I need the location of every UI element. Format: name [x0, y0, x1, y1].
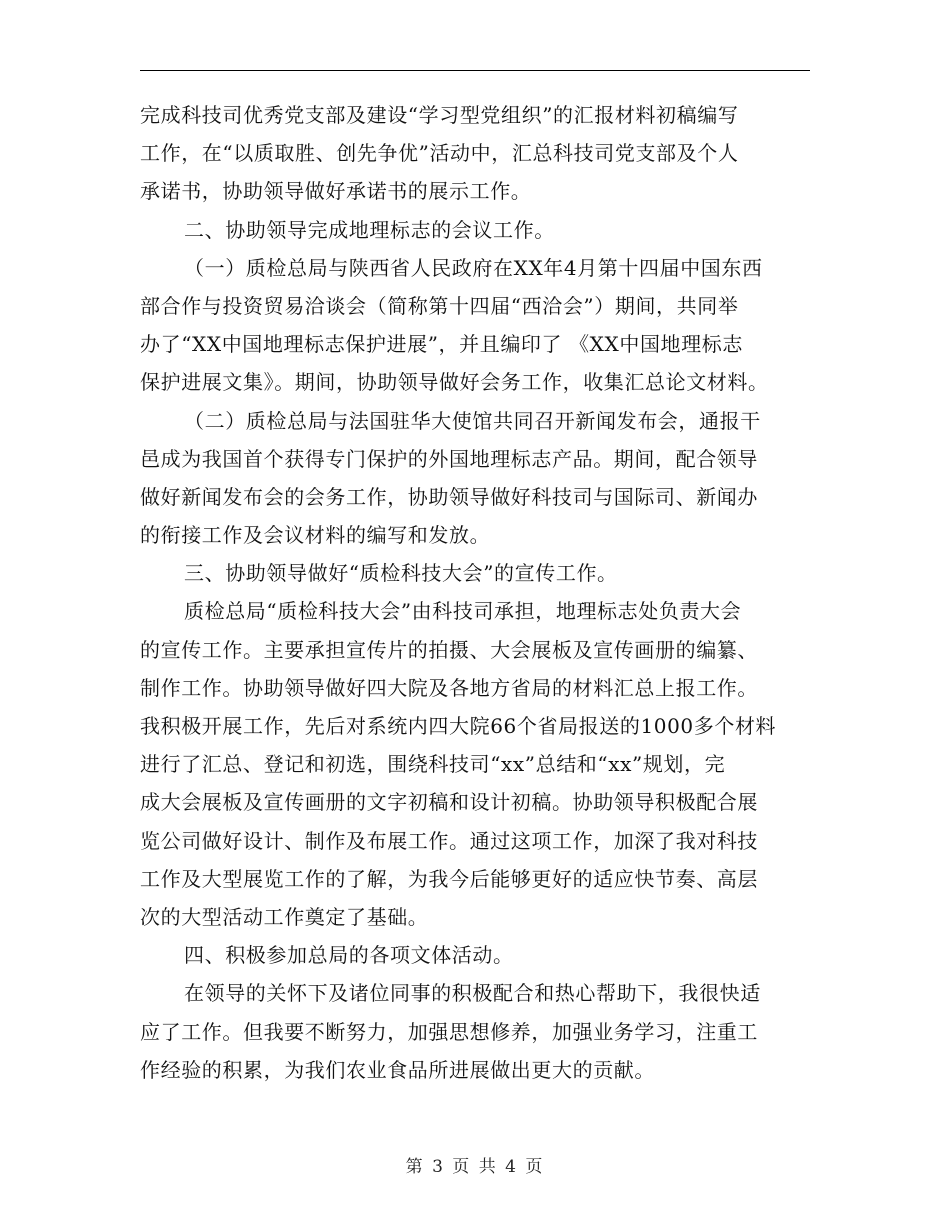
text-line: 邑成为我国首个获得专门保护的外国地理标志产品。期间，配合领导	[140, 446, 758, 471]
text-line: 制作工作。协助领导做好四大院及各地方省局的材料汇总上报工作。	[140, 675, 758, 700]
header-rule	[140, 70, 810, 71]
text-line: 的宣传工作。主要承担宣传片的拍摄、大会展板及宣传画册的编纂、	[140, 637, 758, 662]
text-line: 览公司做好设计、制作及布展工作。通过这项工作，加深了我对科技	[140, 828, 758, 853]
text-line: 承诺书，协助领导做好承诺书的展示工作。	[140, 179, 532, 204]
text-line: 四、积极参加总局的各项文体活动。	[184, 943, 514, 968]
text-line: （二）质检总局与法国驻华大使馆共同召开新闻发布会，通报干	[184, 408, 761, 433]
text-line: 质检总局“质检科技大会”由科技司承担，地理标志处负责大会	[184, 599, 742, 624]
text-line: （一）质检总局与陕西省人民政府在XX年4月第十四届中国东西	[184, 255, 763, 280]
text-line: 进行了汇总、登记和初选，围绕科技司“xx”总结和“xx”规划，完	[140, 752, 726, 777]
text-line: 做好新闻发布会的会务工作，协助领导做好科技司与国际司、新闻办	[140, 484, 758, 509]
text-line: 部合作与投资贸易洽谈会（简称第十四届“西洽会”）期间，共同举	[140, 293, 739, 318]
text-line: 次的大型活动工作奠定了基础。	[140, 904, 429, 929]
text-line: 应了工作。但我要不断努力，加强思想修养，加强业务学习，注重工	[140, 1019, 758, 1044]
page-footer: 第 3 页 共 4 页	[405, 1157, 545, 1177]
text-line: 作经验的积累，为我们农业食品所进展做出更大的贡献。	[140, 1057, 655, 1082]
text-line: 二、协助领导完成地理标志的会议工作。	[184, 217, 555, 242]
text-line: 成大会展板及宣传画册的文字初稿和设计初稿。协助领导积极配合展	[140, 790, 758, 815]
document-body	[140, 96, 812, 1089]
text-line: 三、协助领导做好“质检科技大会”的宣传工作。	[184, 561, 618, 586]
text-line: 工作，在“以质取胜、创先争优”活动中，汇总科技司党支部及个人	[140, 141, 739, 166]
text-line: 办了“XX中国地理标志保护进展”，并且编印了 《XX中国地理标志	[140, 332, 743, 357]
text-line: 工作及大型展览工作的了解，为我今后能够更好的适应快节奏、高层	[140, 866, 758, 891]
text-line: 在领导的关怀下及诸位同事的积极配合和热心帮助下，我很快适	[184, 981, 761, 1006]
text-line: 我积极开展工作，先后对系统内四大院66个省局报送的1000多个材料	[140, 714, 777, 738]
text-line: 保护进展文集》。期间，协助领导做好会务工作，收集汇总论文材料。	[140, 370, 769, 395]
text-line: 的衔接工作及会议材料的编写和发放。	[140, 523, 491, 548]
text-line: 完成科技司优秀党支部及建设“学习型党组织”的汇报材料初稿编写	[140, 103, 739, 127]
